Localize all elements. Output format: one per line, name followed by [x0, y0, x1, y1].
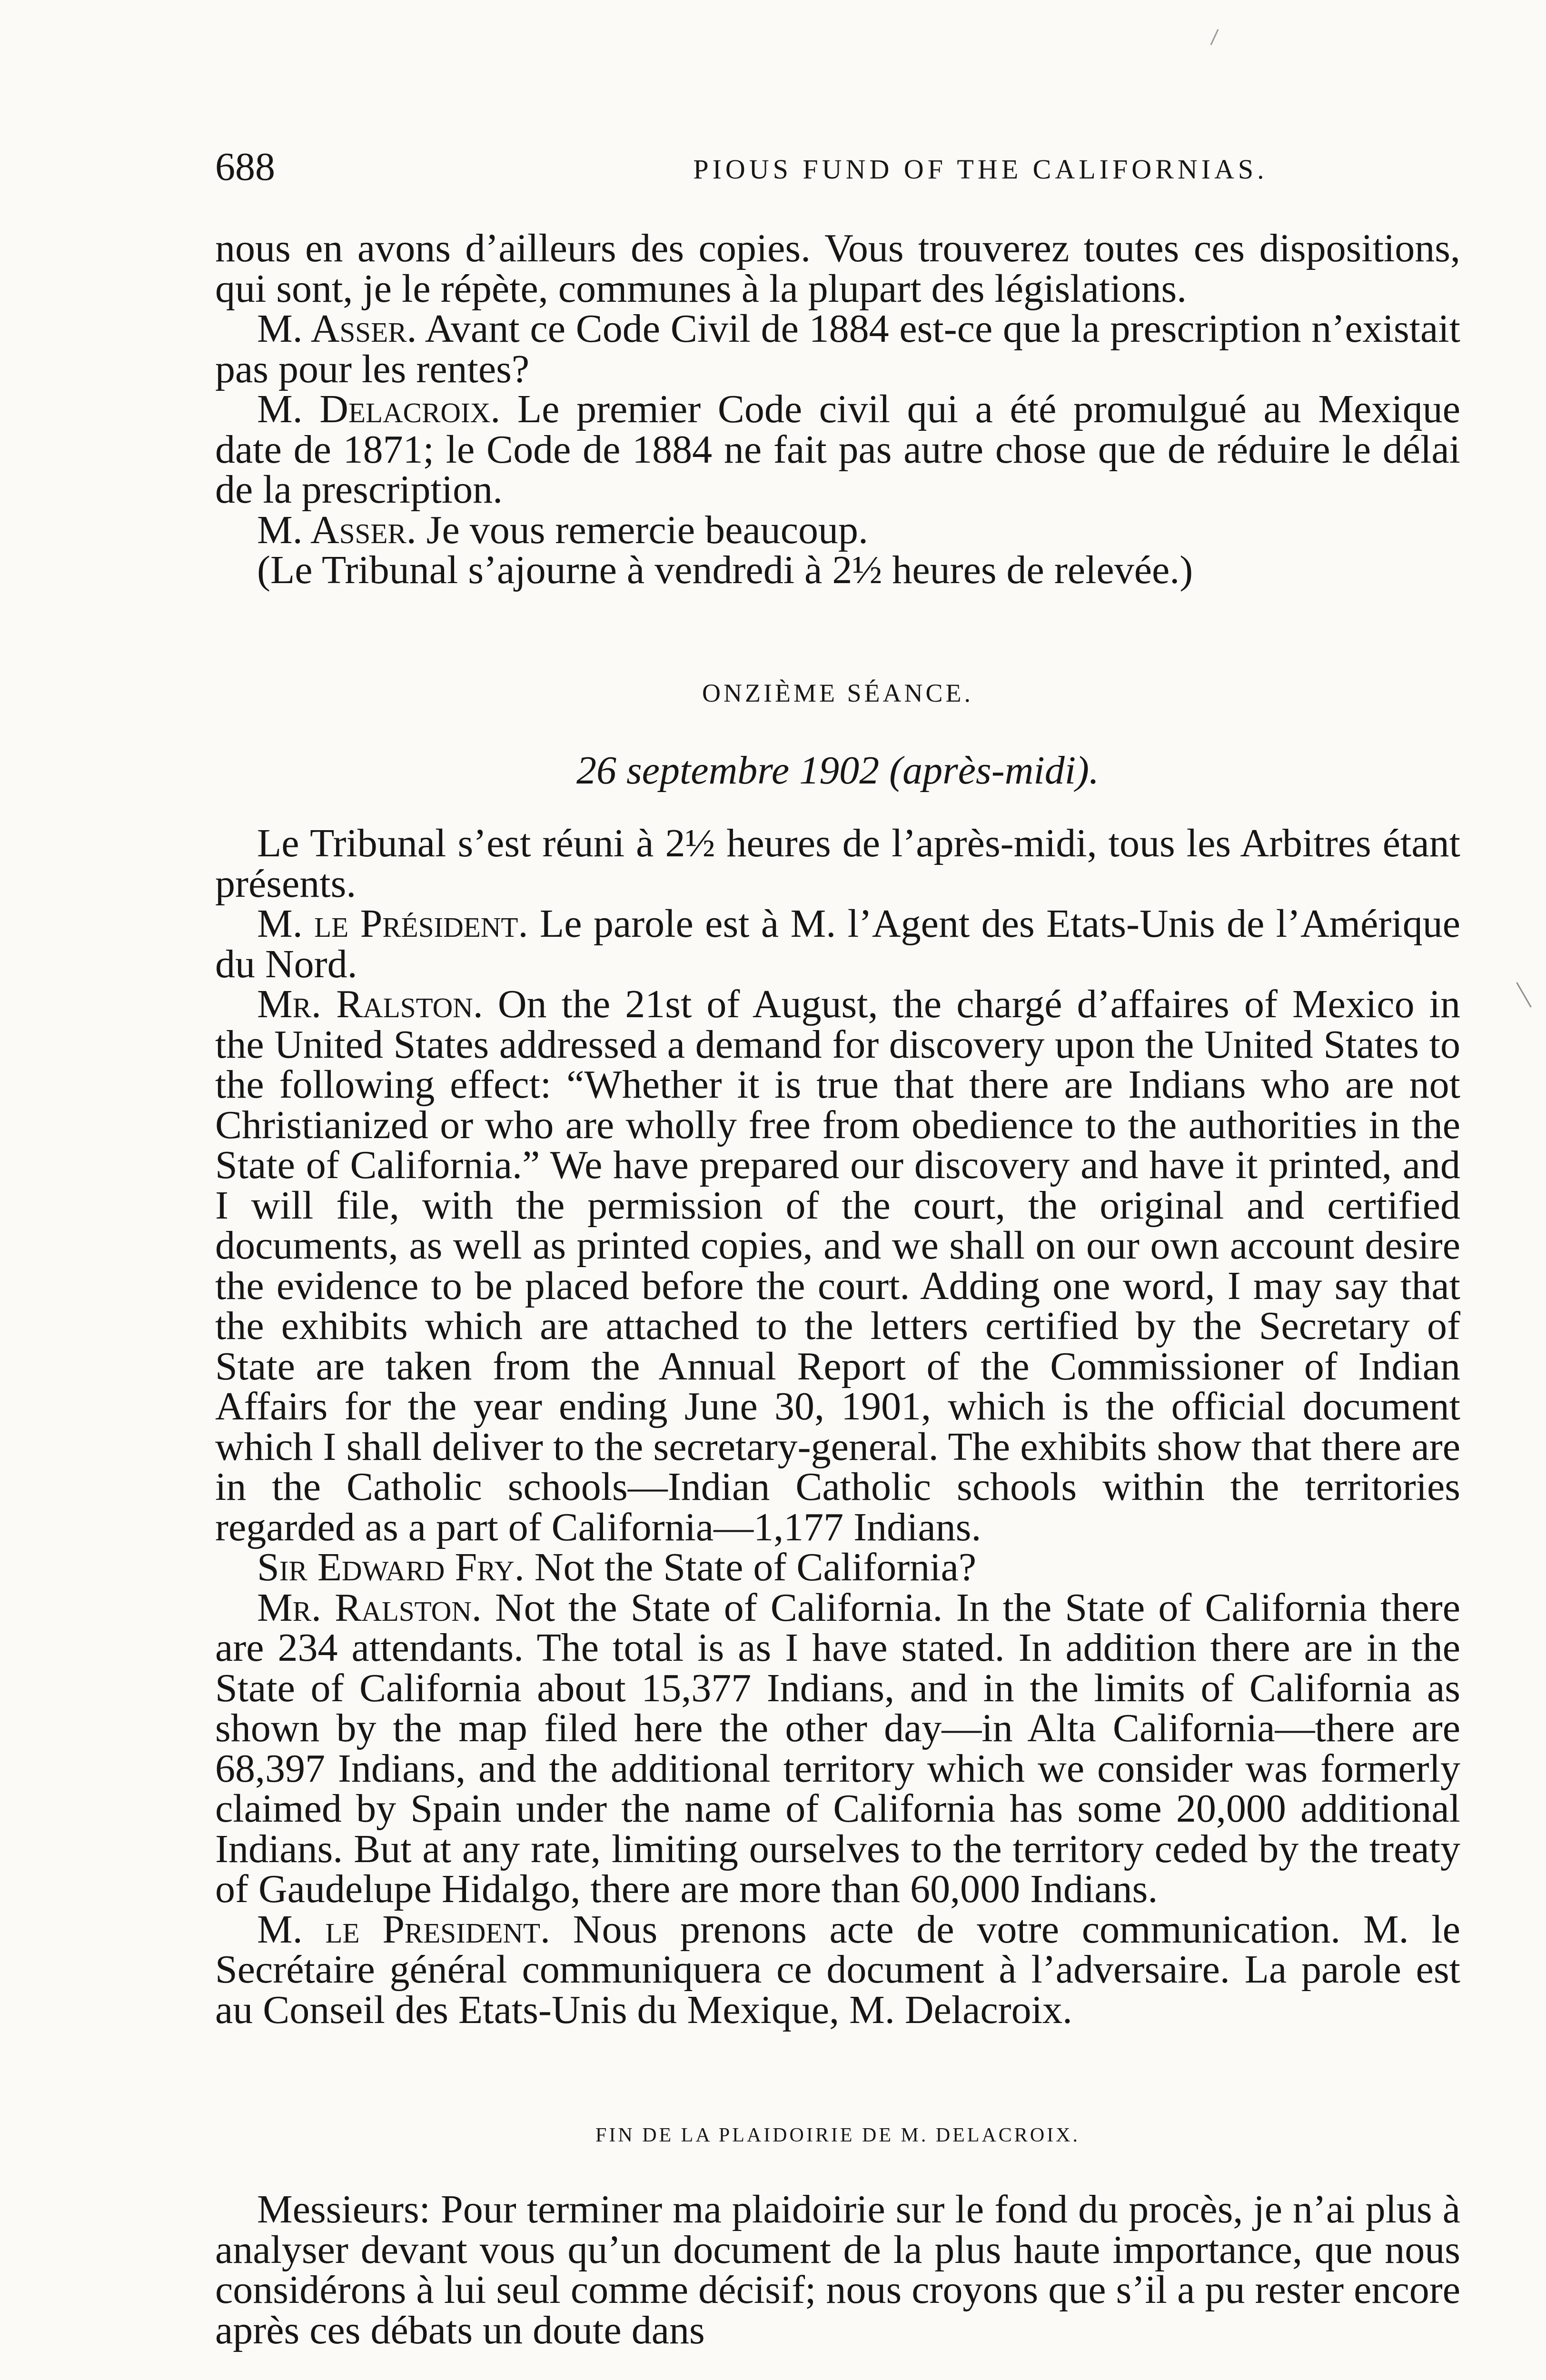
margin-mark — [1210, 29, 1219, 45]
paragraph — [215, 309, 1460, 389]
paragraph: nous en avons d’ailleurs des copies. Vous trouverez toutes ces dispositions, qui sont, je le répète, communes à la plupart des législations. — [215, 226, 1460, 311]
speaker-name: Mr. Ralston. — [257, 1585, 482, 1630]
paragraph — [215, 984, 1460, 1547]
speech-text: Nous prenons acte de votre communication. M. le Secrétaire général communiquera ce document à l’adversaire. La parole est au Conseil des Etats-Unis du Mexique, M. Delacroix. — [215, 1907, 1460, 2032]
session-title: ONZIÈME SÉANCE. — [702, 679, 973, 707]
paragraph: Le Tribunal s’est réuni à 2½ heures de l’après-midi, tous les Arbitres étant présents. — [215, 821, 1460, 906]
speaker-name: M. Asser. — [257, 307, 417, 351]
speech-text: Je vous remercie beaucoup. — [416, 507, 869, 552]
running-title: PIOUS FUND OF THE CALIFORNIAS. — [693, 154, 1268, 185]
text-block-3 — [215, 2187, 1460, 2352]
paragraph — [215, 904, 1460, 984]
paragraph — [215, 507, 1460, 552]
speaker-name: M. le President. — [257, 1907, 551, 1952]
speech-text: Le premier Code civil qui a été promulgué au Mexique date de 1871; le Code de 1884 ne fait pas autre chose que de réduire le délai de la prescription. — [215, 387, 1460, 512]
speech-text: Avant ce Code Civil de 1884 est-ce que la prescription n’existait pas pour les rentes? — [215, 307, 1460, 391]
section-heading: FIN DE LA PLAIDOIRIE DE M. DELACROIX. — [595, 2124, 1080, 2146]
speech-text: Not the State of California? — [524, 1545, 977, 1589]
paragraph — [215, 389, 1460, 510]
speech-text: Not the State of California. In the State of California there are 234 attendants. The total is as I have stated. In addition there are in the State of California about 15,377 Indians, and in the limits of California as shown by the map filed here the other day—in Alta California—there are 68,397 Indians, and the additional territory which we consider was formerly claimed by Spain under the name of California has some 20,000 additional Indians. But at any rate, limiting ourselves to the territory ceded by the treaty of Gaudelupe Hidalgo, there are more than 60,000 Indians. — [215, 1585, 1460, 1911]
speech-text: Le parole est à M. l’Agent des Etats-Unis de l’Amérique du Nord. — [215, 902, 1460, 986]
paragraph — [215, 1547, 1460, 1588]
session-date: 26 septembre 1902 (après-midi). — [576, 748, 1100, 793]
paragraph — [215, 1907, 1460, 2032]
paragraph — [215, 1585, 1460, 1911]
speaker-name: Mr. Ralston. — [257, 982, 483, 1026]
speaker-name: M. Delacroix. — [257, 387, 501, 431]
paragraph: Messieurs: Pour terminer ma plaidoirie sur le fond du procès, je n’ai plus à analyser devant vous qu’un document de la plus haute importance, que nous considérons à lui seul comme décisif; nous croyons que s’il a pu rester encore après ces débats un doute dans — [215, 2187, 1460, 2352]
speaker-name: M. Asser. — [257, 507, 416, 552]
paragraph: (Le Tribunal s’ajourne à vendredi à 2½ heures de relevée.) — [257, 548, 1193, 592]
margin-mark — [1516, 982, 1532, 1007]
speaker-name: Sir Edward Fry. — [257, 1545, 525, 1589]
text-block-2 — [215, 823, 1460, 2030]
text-block-1 — [215, 228, 1460, 591]
running-head — [215, 144, 1460, 191]
page-number: 688 — [215, 145, 275, 189]
speaker-name: M. le Président. — [257, 902, 528, 946]
speech-text: On the 21st of August, the chargé d’affaires of Mexico in the United States addressed a demand for discovery upon the United States to the following effect: “Whether it is true that there are Indians who are not Christianized or who are wholly free from obedience to the authorities in the State of California.” We have prepared our discovery and have it printed, and I will file, with the permission of the court, the original and certified documents, as well as printed copies, and we shall on our own account desire the evidence to be placed before the court. Adding one word, I may say that the exhibits which are attached to the letters certified by the Secretary of State are taken from the Annual Report of the Commissioner of Indian Affairs for the year ending June 30, 1901, which is the official document which I shall deliver to the secretary-general. The exhibits show that there are in the Catholic schools—Indian Catholic schools within the territories regarded as a part of California—1,177 Indians. — [215, 982, 1460, 1549]
